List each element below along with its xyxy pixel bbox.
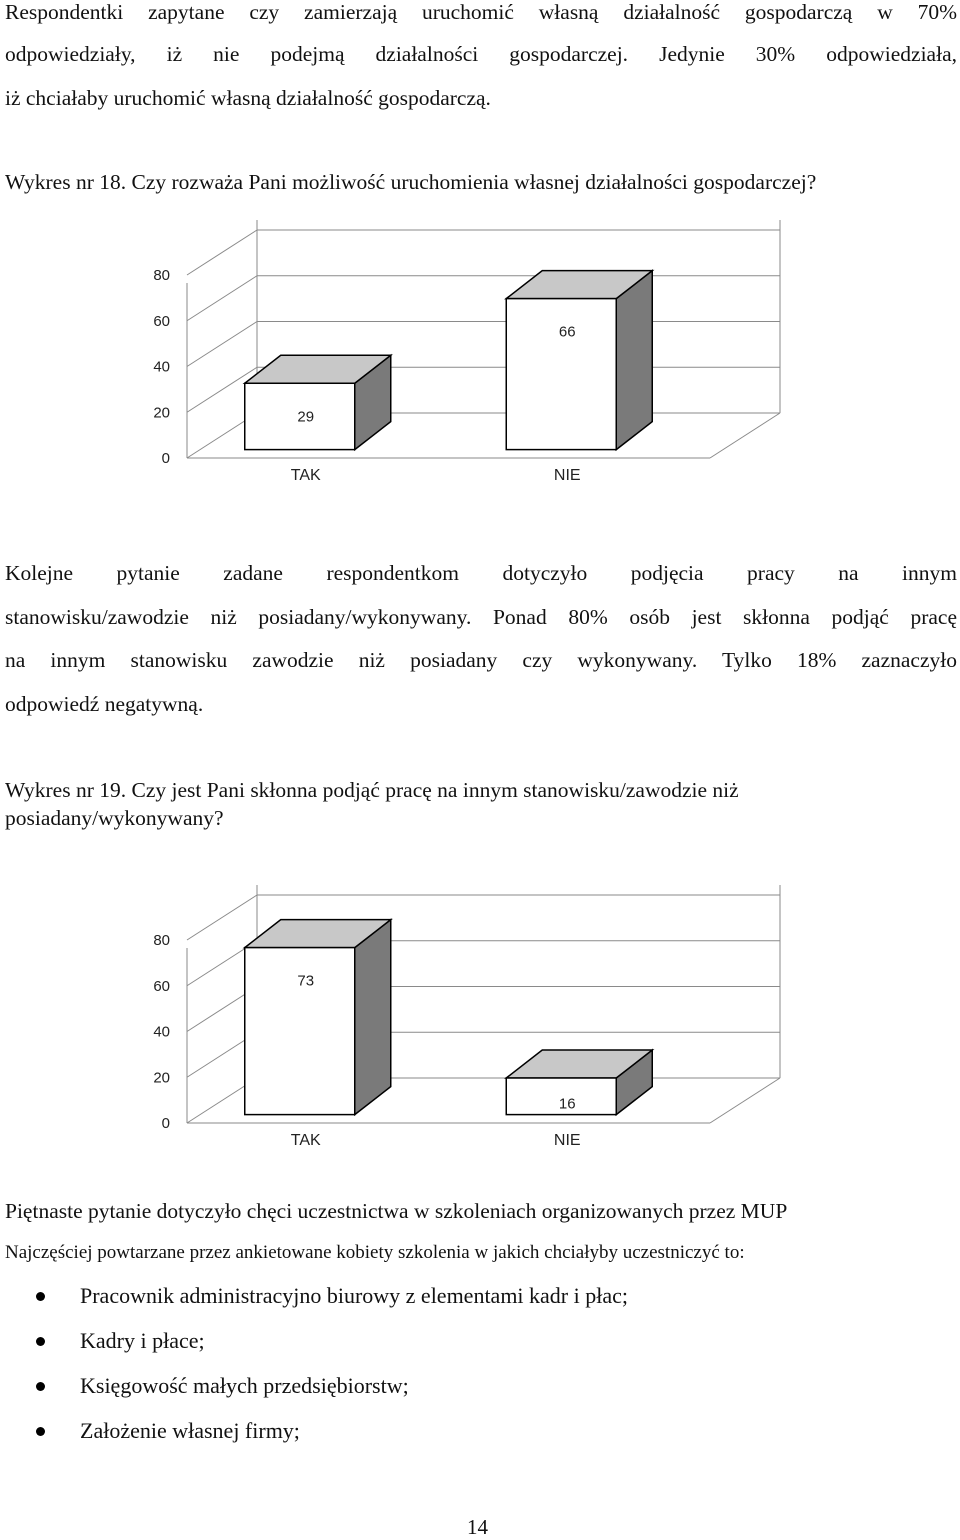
gridline-side — [187, 322, 257, 367]
y-tick-label: 80 — [153, 267, 170, 284]
bar — [506, 299, 616, 450]
bullet-icon — [36, 1382, 45, 1391]
list-item-text: Księgowość małych przedsiębiorstw; — [80, 1373, 409, 1398]
bar-side — [355, 920, 391, 1115]
page-number: 14 — [467, 1515, 488, 1539]
bullet-icon — [36, 1337, 45, 1346]
y-tick-label: 0 — [161, 450, 170, 467]
data-label: 29 — [297, 408, 315, 426]
intro-line-2: odpowiedziały, iż nie podejmą działalności gospodarczej. Jedynie 30% odpowiedziała, — [5, 42, 957, 66]
y-tick-label: 20 — [153, 1069, 170, 1087]
chart-19-caption-line-2: posiadany/wykonywany? — [5, 806, 224, 830]
bullet-icon — [36, 1427, 45, 1436]
data-label: 16 — [558, 1095, 576, 1113]
gridline-side — [187, 895, 257, 940]
x-tick-label: NIE — [553, 467, 581, 484]
floor-right-edge — [710, 1078, 780, 1123]
list-item-text: Założenie własnej firmy; — [80, 1418, 300, 1443]
paragraph-2-line-4: odpowiedź negatywną. — [5, 692, 204, 716]
paragraph-2-line-2: stanowisku/zawodzie niż posiadany/wykonywany. Ponad 80% osób jest skłonna podjąć pracę — [5, 605, 957, 629]
chart-19 — [0, 880, 960, 1170]
paragraph-2-line-1: Kolejne pytanie zadane respondentkom dotyczyło podjęcia pracy na innym — [5, 561, 957, 585]
bullet-icon — [36, 1292, 45, 1301]
paragraph-3-line-2: Najczęściej powtarzane przez ankietowane kobiety szkolenia w jakich chciałyby uczestniczyć to: — [5, 1242, 745, 1263]
y-tick-label: 40 — [153, 1023, 170, 1041]
intro-line-1: Respondentki zapytane czy zamierzają uruchomić własną działalność gospodarczą w 70% — [5, 0, 957, 24]
y-tick-label: 20 — [153, 404, 170, 422]
y-tick-label: 80 — [153, 932, 170, 949]
x-tick-label: TAK — [290, 1132, 321, 1149]
paragraph-3-line-1: Piętnaste pytanie dotyczyło chęci uczestnictwa w szkoleniach organizowanych przez MUP — [5, 1199, 788, 1223]
x-tick-label: NIE — [553, 1132, 581, 1149]
chart-19-caption-line-1: Wykres nr 19. Czy jest Pani skłonna podjąć pracę na innym stanowisku/zawodzie niż — [5, 778, 739, 802]
intro-line-3: iż chciałaby uruchomić własną działalność gospodarczą. — [5, 86, 491, 110]
y-tick-label: 0 — [161, 1115, 170, 1132]
data-label: 66 — [558, 323, 576, 341]
chart-18-caption: Wykres nr 18. Czy rozważa Pani możliwość uruchomienia własnej działalności gospodarczej? — [5, 170, 817, 194]
paragraph-2-line-3: na innym stanowisku zawodzie niż posiadany czy wykonywany. Tylko 18% zaznaczyło — [5, 648, 957, 672]
gridline-side — [187, 230, 257, 275]
y-tick-label: 40 — [153, 358, 170, 376]
y-tick-label: 60 — [153, 312, 170, 330]
list-item-text: Kadry i płace; — [80, 1328, 205, 1353]
bar-side — [616, 271, 652, 450]
x-tick-label: TAK — [290, 467, 321, 484]
y-tick-label: 60 — [153, 977, 170, 995]
list-item-text: Pracownik administracyjno biurowy z elementami kadr i płac; — [80, 1283, 629, 1308]
chart-18 — [0, 215, 960, 505]
gridline-side — [187, 276, 257, 321]
data-label: 73 — [297, 972, 315, 990]
floor-right-edge — [710, 413, 780, 458]
